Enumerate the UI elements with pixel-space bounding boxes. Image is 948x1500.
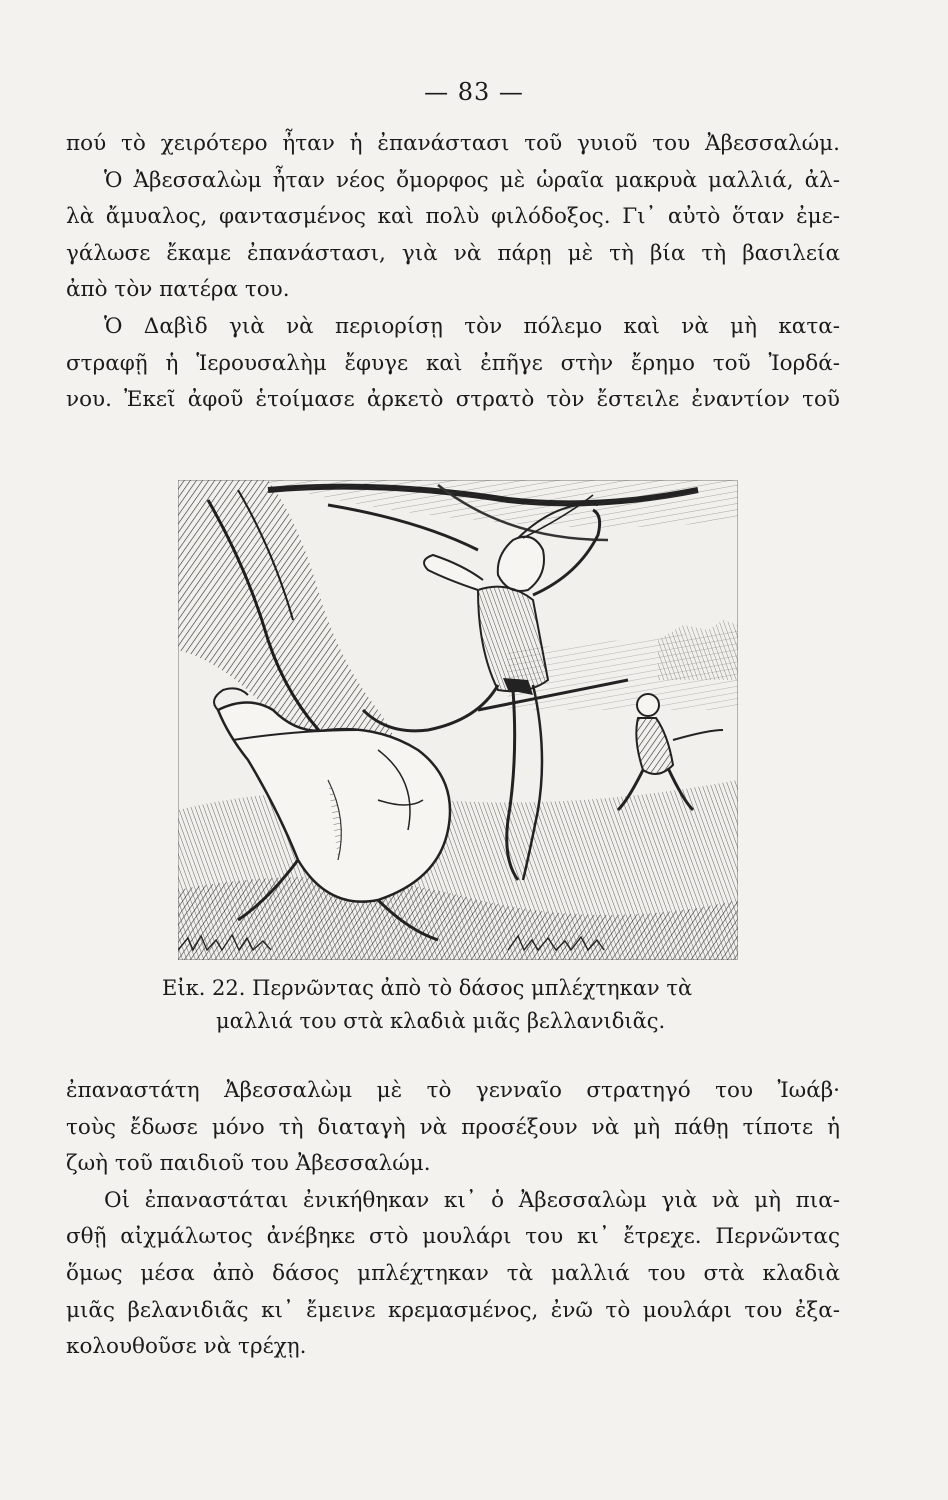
text-line: ἐπαναστάτη Ἀβεσσαλὼμ μὲ τὸ γενναῖο στρατηγό του Ἰωάβ· <box>66 1078 840 1103</box>
text-line: ἀπὸ τὸν πατέρα του. <box>66 277 290 303</box>
figure-caption <box>150 972 770 1038</box>
text-line: ζωὴ τοῦ παιδιοῦ του Ἀβεσσαλώμ. <box>66 1151 431 1177</box>
text-line: Ὁ Δαβὶδ γιὰ νὰ περιορίσῃ τὸν πόλεμο καὶ νὰ μὴ κατα- <box>104 313 840 339</box>
text-line: κολουθοῦσε νὰ τρέχῃ. <box>66 1334 307 1360</box>
page-number: — 83 — <box>424 78 524 106</box>
text-line: νου. Ἐκεῖ ἀφοῦ ἑτοίμασε ἀρκετὸ στρατὸ τὸν ἔστειλε ἐναντίον τοῦ <box>66 387 840 413</box>
text-line: τοὺς ἔδωσε μόνο τὴ διαταγὴ νὰ προσέξουν νὰ μὴ πάθῃ τίποτε ἡ <box>66 1114 840 1140</box>
top-paragraphs <box>66 126 840 419</box>
text-line: μιᾶς βελανιδιᾶς κι᾿ ἔμεινε κρεμασμένος, ἐνῶ τὸ μουλάρι του ἐξα- <box>66 1297 840 1323</box>
bottom-paragraphs <box>66 1073 840 1366</box>
absalom-engraving-image <box>178 480 738 960</box>
caption-line: Εἰκ. 22. Περνῶντας ἀπὸ τὸ δάσος μπλέχτηκαν τὰ <box>162 976 693 1000</box>
engraving-illustration <box>178 480 738 960</box>
text-line: στραφῇ ἡ Ἱερουσαλὴμ ἔφυγε καὶ ἐπῆγε στὴν ἔρημο τοῦ Ἰορδά- <box>66 350 840 376</box>
text-line: Οἱ ἐπαναστάται ἐνικήθηκαν κι᾿ ὁ Ἀβεσσαλὼμ γιὰ νὰ μὴ πια- <box>104 1187 840 1213</box>
text-line: γάλωσε ἔκαμε ἐπανάστασι, γιὰ νὰ πάρῃ μὲ τὴ βία τὴ βασιλεία <box>66 240 840 266</box>
text-line: πού τὸ χειρότερο ἦταν ἡ ἐπανάστασι τοῦ γυιοῦ του Ἀβεσσαλώμ. <box>66 131 840 156</box>
text-line: ὅμως μέσα ἀπὸ δάσος μπλέχτηκαν τὰ μαλλιά του στὰ κλαδιὰ <box>66 1260 840 1286</box>
text-line: σθῇ αἰχμάλωτος ἀνέβηκε στὸ μουλάρι του κι᾿ ἔτρεχε. Περνῶντας <box>66 1224 840 1250</box>
text-line: Ὁ Ἀβεσσαλὼμ ἦταν νέος ὄμορφος μὲ ὡραῖα μακρυὰ μαλλιά, ἀλ- <box>104 167 840 193</box>
caption-line: μαλλιά του στὰ κλαδιὰ μιᾶς βελλανιδιᾶς. <box>216 1009 666 1033</box>
text-line: λὰ ἄμυαλος, φαντασμένος καὶ πολὺ φιλόδοξος. Γι᾿ αὐτὸ ὅταν ἐμε- <box>66 204 840 230</box>
